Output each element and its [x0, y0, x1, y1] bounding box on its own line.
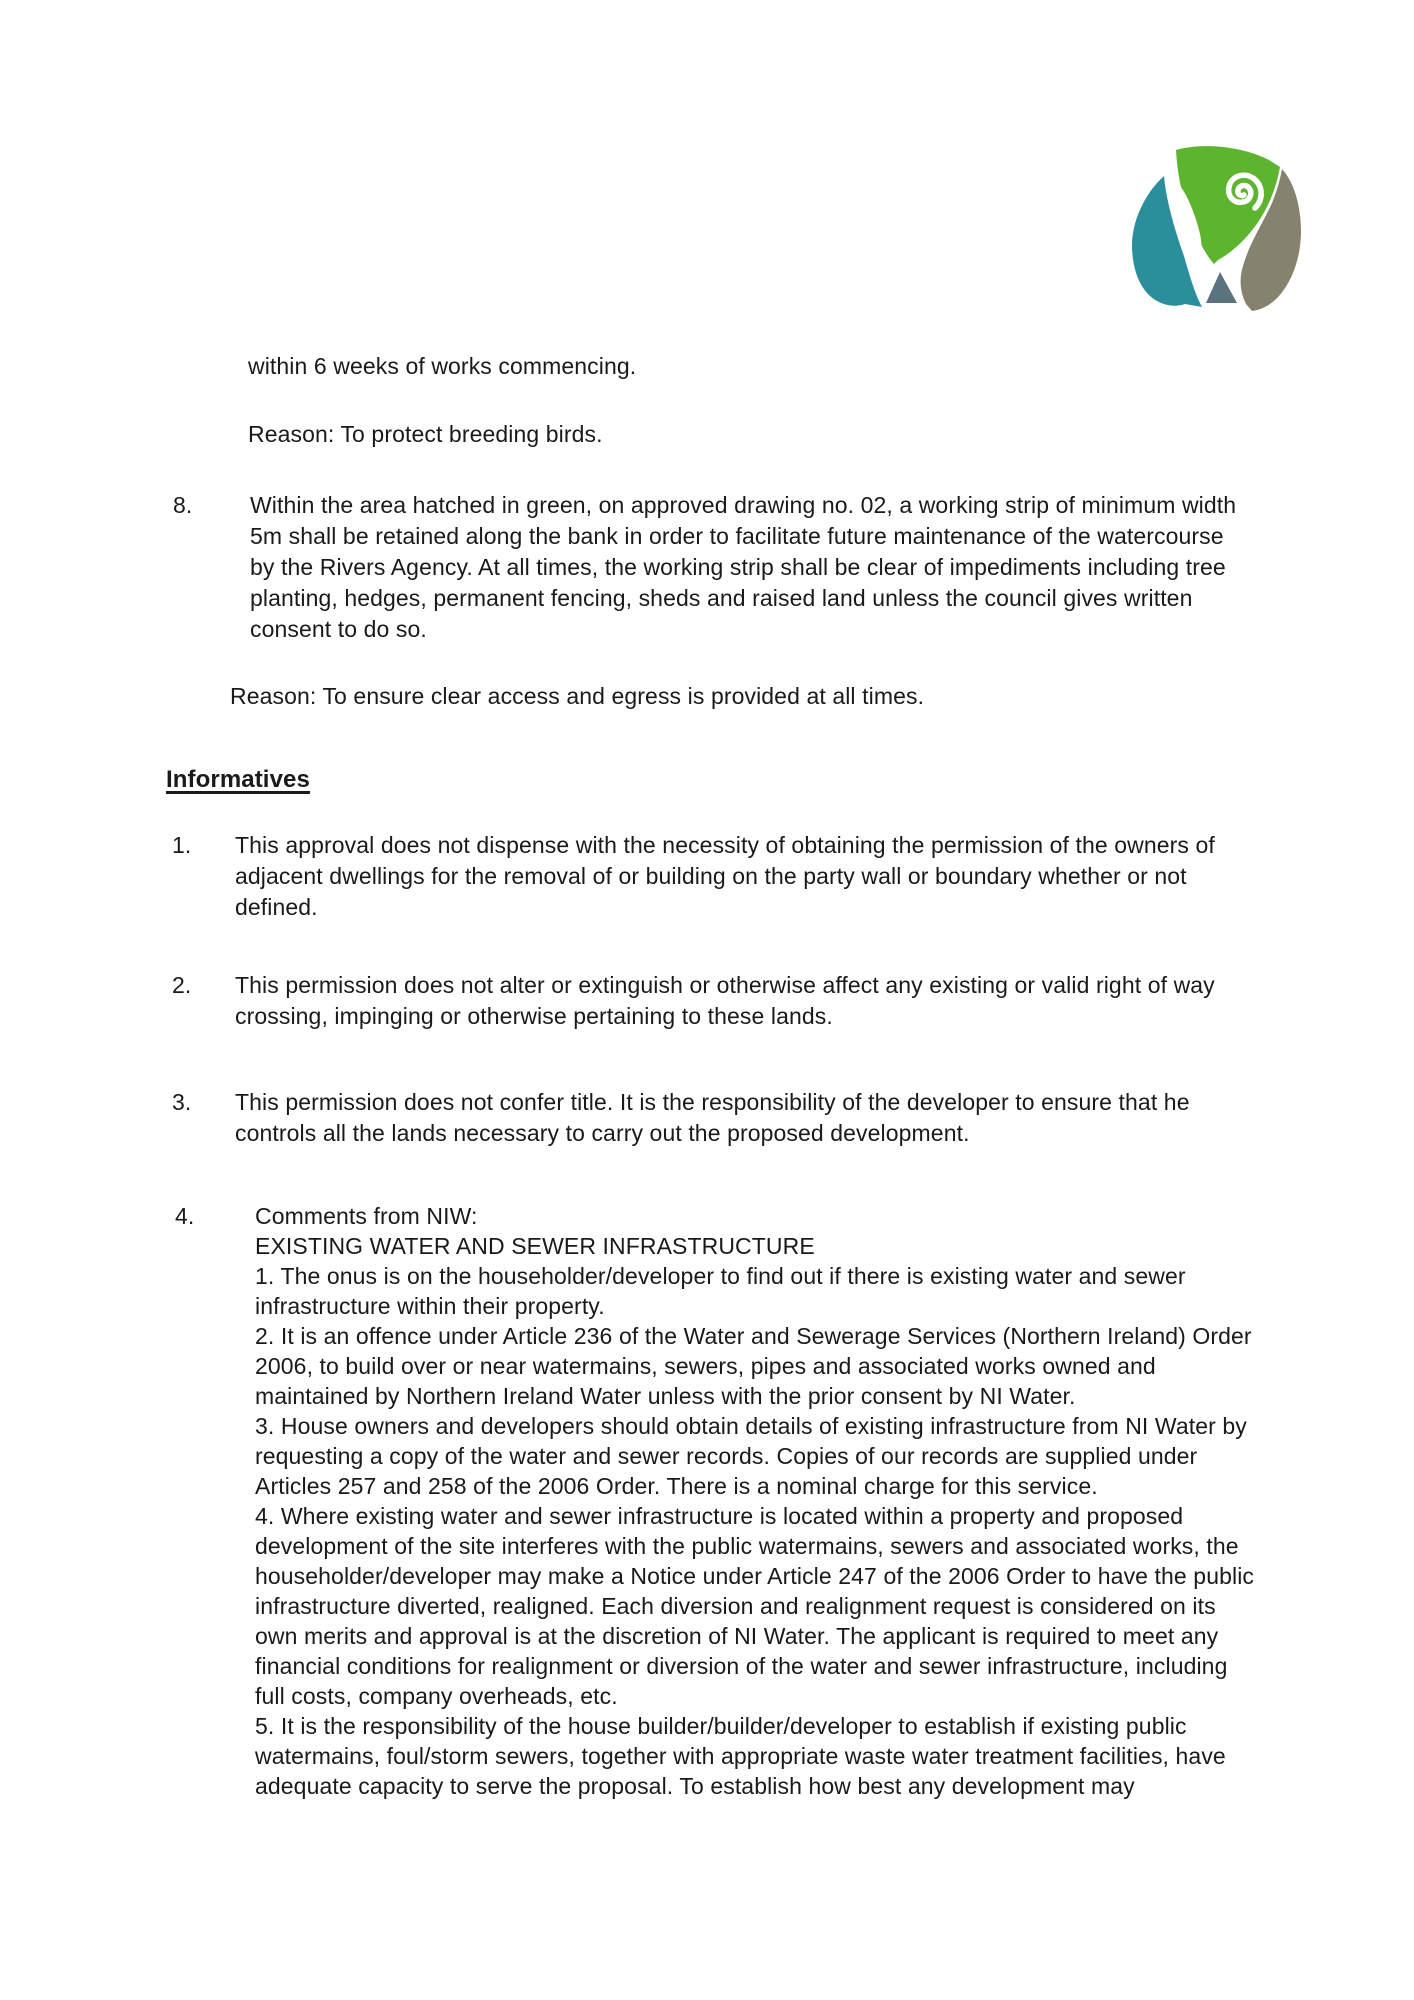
niw-paragraph-3: 3. House owners and developers should obtain details of existing infrastructure from NI Water by requesting a copy of the water and sewer records. Copies of our records are supplied under Articles 257 and 258 of the 2006 Order. There is a nominal charge for this service. — [255, 1413, 1247, 1499]
niw-paragraph-heading: Comments from NIW: — [255, 1203, 478, 1229]
condition7-continuation-text: within 6 weeks of works commencing. — [248, 353, 637, 379]
condition8-number: 8. — [173, 492, 193, 518]
council-pebble-logo-icon — [1128, 146, 1310, 316]
informative-4-text — [255, 1201, 1255, 1801]
niw-paragraph-1: 1. The onus is on the householder/developer to find out if there is existing water and sewer infrastructure within their property. — [255, 1263, 1186, 1319]
informative-3-text: This permission does not confer title. It is the responsibility of the developer to ensure that he controls all the lands necessary to carry out the proposed development. — [235, 1089, 1190, 1146]
niw-paragraph-2: 2. It is an offence under Article 236 of the Water and Sewerage Services (Northern Ireland) Order 2006, to build over or near watermains, sewers, pipes and associated works owned and maintained by Northern Ireland Water unless with the prior consent by NI Water. — [255, 1323, 1252, 1409]
condition7-reason-text: Reason: To protect breeding birds. — [248, 421, 603, 447]
condition8-reason-text: Reason: To ensure clear access and egress is provided at all times. — [230, 683, 925, 709]
niw-paragraph-subheading: EXISTING WATER AND SEWER INFRASTRUCTURE — [255, 1233, 815, 1259]
logo-slate-segment — [1206, 272, 1237, 303]
council-logo — [1128, 146, 1310, 316]
informative-2-number: 2. — [172, 972, 192, 998]
niw-paragraph-5: 5. It is the responsibility of the house builder/builder/developer to establish if existing public watermains, foul/storm sewers, together with appropriate waste water treatment facilities, have adequate capacity to serve the proposal. To establish how best any development may — [255, 1713, 1226, 1799]
niw-paragraph-4: 4. Where existing water and sewer infrastructure is located within a property and proposed development of the site interferes with the public watermains, sewers and associated works, the householder/developer may make a Notice under Article 247 of the 2006 Order to have the public infrastructure diverted, realigned. Each diversion and realignment request is considered on its own merits and approval is at the discretion of NI Water. The applicant is required to meet any financial conditions for realignment or diversion of the water and sewer infrastructure, including full costs, company overheads, etc. — [255, 1503, 1255, 1709]
informatives-heading: Informatives — [166, 766, 310, 793]
informative-4-number: 4. — [175, 1203, 195, 1229]
informative-1-number: 1. — [172, 832, 192, 858]
informative-1-text: This approval does not dispense with the necessity of obtaining the permission of the owners of adjacent dwellings for the removal of or building on the party wall or boundary whether or not defined. — [235, 832, 1215, 920]
informative-2-text: This permission does not alter or extinguish or otherwise affect any existing or valid right of way crossing, impinging or otherwise pertaining to these lands. — [235, 972, 1215, 1029]
informative-3-number: 3. — [172, 1089, 192, 1115]
condition8-text: Within the area hatched in green, on approved drawing no. 02, a working strip of minimum width 5m shall be retained along the bank in order to facilitate future maintenance of the watercourse by the Rivers Agency. At all times, the working strip shall be clear of impediments including tree planting, hedges, permanent fencing, sheds and raised land unless the council gives written consent to do so. — [250, 492, 1237, 642]
